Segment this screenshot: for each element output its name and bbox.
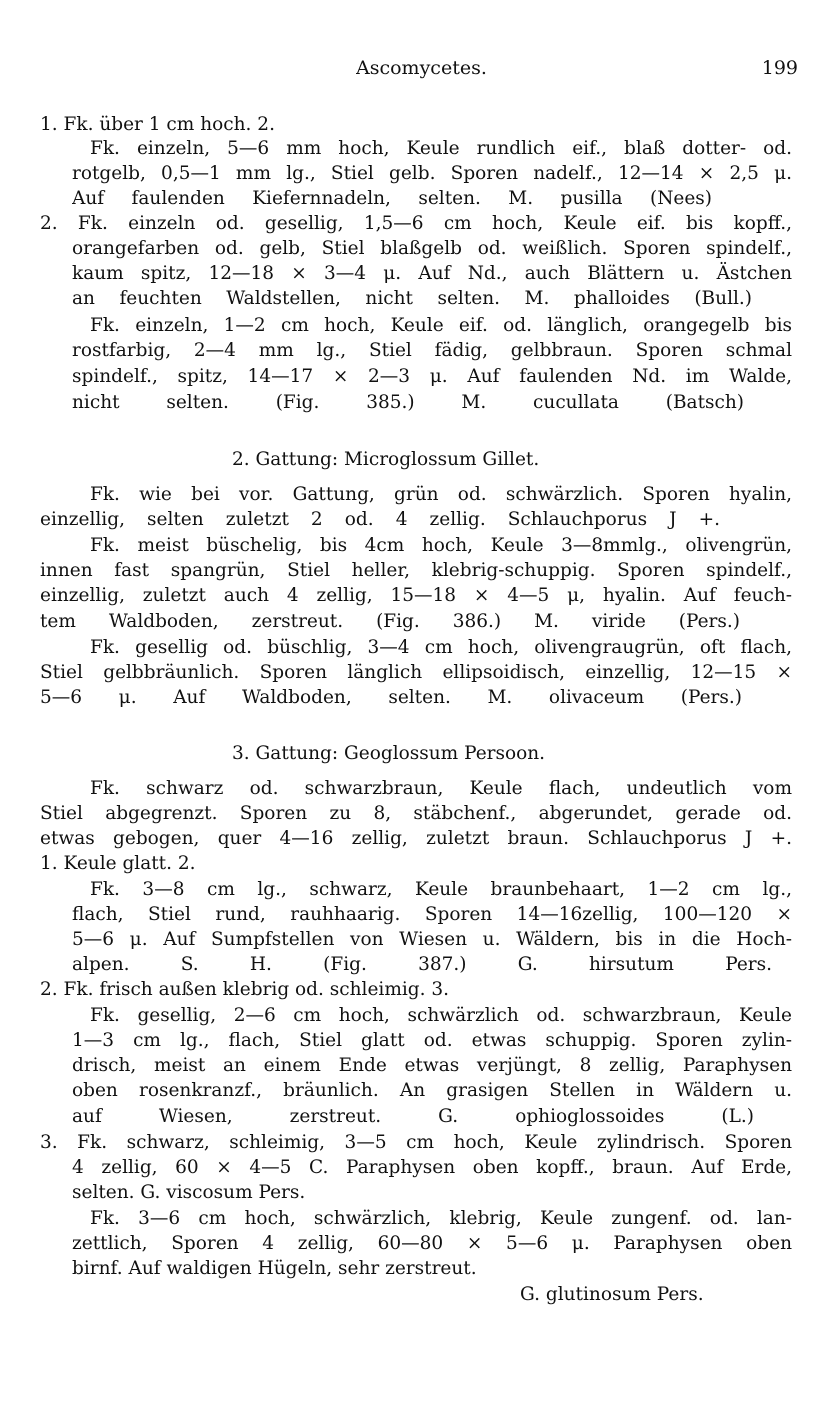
text-line: Auf faulenden Kiefernnadeln, selten. M. pusilla (Nees)	[72, 188, 712, 209]
page-number: 199	[761, 57, 798, 79]
text-line: 2. Fk. einzeln od. gesellig, 1,5—6 cm hoch, Keule eif. bis kopff.,	[40, 213, 792, 234]
text-line: alpen. S. H. (Fig. 387.) G. hirsutum Pers.	[72, 954, 772, 975]
text-line: 4 zellig, 60 × 4—5 C. Paraphysen oben kopff., braun. Auf Erde,	[72, 1157, 792, 1178]
text-line: einzellig, selten zuletzt 2 od. 4 zellig. Schlauchporus J +.	[40, 509, 720, 530]
running-header: Ascomycetes.	[356, 57, 487, 79]
text-line: drisch, meist an einem Ende etwas verjüngt, 8 zellig, Paraphysen	[72, 1055, 792, 1076]
text-line: Fk. 3—6 cm hoch, schwärzlich, klebrig, Keule zungenf. od. lan-	[90, 1208, 792, 1229]
text-line: 2. Gattung: Microglossum Gillet.	[232, 449, 540, 470]
text-line: Fk. meist büschelig, bis 4cm hoch, Keule 3—8mmlg., olivengrün,	[90, 535, 792, 556]
text-line: Stiel gelbbräunlich. Sporen länglich ellipsoidisch, einzellig, 12—15 ×	[40, 662, 792, 683]
text-line: auf Wiesen, zerstreut. G. ophioglossoides (L.)	[72, 1106, 754, 1127]
text-line: 1—3 cm lg., flach, Stiel glatt od. etwas schuppig. Sporen zylin-	[72, 1030, 792, 1051]
text-line: Fk. 3—8 cm lg., schwarz, Keule braunbehaart, 1—2 cm lg.,	[90, 879, 792, 900]
text-line: 5—6 μ. Auf Waldboden, selten. M. olivaceum (Pers.)	[40, 687, 742, 708]
text-line: birnf. Auf waldigen Hügeln, sehr zerstreut.	[72, 1258, 477, 1279]
text-line: einzellig, zuletzt auch 4 zellig, 15—18 × 4—5 μ, hyalin. Auf feuch-	[40, 585, 792, 606]
text-line: spindelf., spitz, 14—17 × 2—3 μ. Auf faulenden Nd. im Walde,	[72, 366, 792, 387]
text-line: rotgelb, 0,5—1 mm lg., Stiel gelb. Sporen nadelf., 12—14 × 2,5 μ.	[72, 163, 792, 184]
text-line: selten. G. viscosum Pers.	[72, 1182, 306, 1203]
text-line: Fk. einzeln, 5—6 mm hoch, Keule rundlich eif., blaß dotter- od.	[90, 138, 792, 159]
text-line: rostfarbig, 2—4 mm lg., Stiel fädig, gelbbraun. Sporen schmal	[72, 340, 792, 361]
text-line: 1. Fk. über 1 cm hoch. 2.	[40, 114, 275, 135]
text-line: G. glutinosum Pers.	[520, 1284, 704, 1305]
text-line: 3. Gattung: Geoglossum Persoon.	[232, 743, 546, 764]
text-line: Fk. wie bei vor. Gattung, grün od. schwärzlich. Sporen hyalin,	[90, 484, 792, 505]
text-line: nicht selten. (Fig. 385.) M. cucullata (Batsch)	[72, 392, 744, 413]
text-line: zettlich, Sporen 4 zellig, 60—80 × 5—6 μ. Paraphysen oben	[72, 1233, 792, 1254]
text-line: oben rosenkranzf., bräunlich. An grasigen Stellen in Wäldern u.	[72, 1080, 792, 1101]
text-line: tem Waldboden, zerstreut. (Fig. 386.) M. viride (Pers.)	[40, 611, 740, 632]
text-line: orangefarben od. gelb, Stiel blaßgelb od. weißlich. Sporen spindelf.,	[72, 238, 792, 259]
text-line: innen fast spangrün, Stiel heller, klebrig-schuppig. Sporen spindelf.,	[40, 560, 792, 581]
text-line: 3. Fk. schwarz, schleimig, 3—5 cm hoch, Keule zylindrisch. Sporen	[40, 1132, 792, 1153]
text-line: 5—6 μ. Auf Sumpfstellen von Wiesen u. Wäldern, bis in die Hoch-	[72, 929, 792, 950]
text-line: Fk. gesellig od. büschlig, 3—4 cm hoch, olivengraugrün, oft flach,	[90, 637, 792, 658]
text-line: kaum spitz, 12—18 × 3—4 μ. Auf Nd., auch Blättern u. Ästchen	[72, 263, 792, 284]
text-line: 1. Keule glatt. 2.	[40, 853, 196, 874]
text-line: 2. Fk. frisch außen klebrig od. schleimig. 3.	[40, 979, 450, 1000]
text-line: Fk. schwarz od. schwarzbraun, Keule flach, undeutlich vom	[90, 778, 792, 799]
text-line: flach, Stiel rund, rauhhaarig. Sporen 14—16zellig, 100—120 ×	[72, 904, 792, 925]
text-line: Stiel abgegrenzt. Sporen zu 8, stäbchenf., abgerundet, gerade od.	[40, 803, 792, 824]
text-line: Fk. einzeln, 1—2 cm hoch, Keule eif. od. länglich, orangegelb bis	[90, 315, 792, 336]
text-line: an feuchten Waldstellen, nicht selten. M. phalloides (Bull.)	[72, 288, 752, 309]
text-line: etwas gebogen, quer 4—16 zellig, zuletzt braun. Schlauchporus J +.	[40, 828, 792, 849]
text-line: Fk. gesellig, 2—6 cm hoch, schwärzlich od. schwarzbraun, Keule	[90, 1005, 792, 1026]
